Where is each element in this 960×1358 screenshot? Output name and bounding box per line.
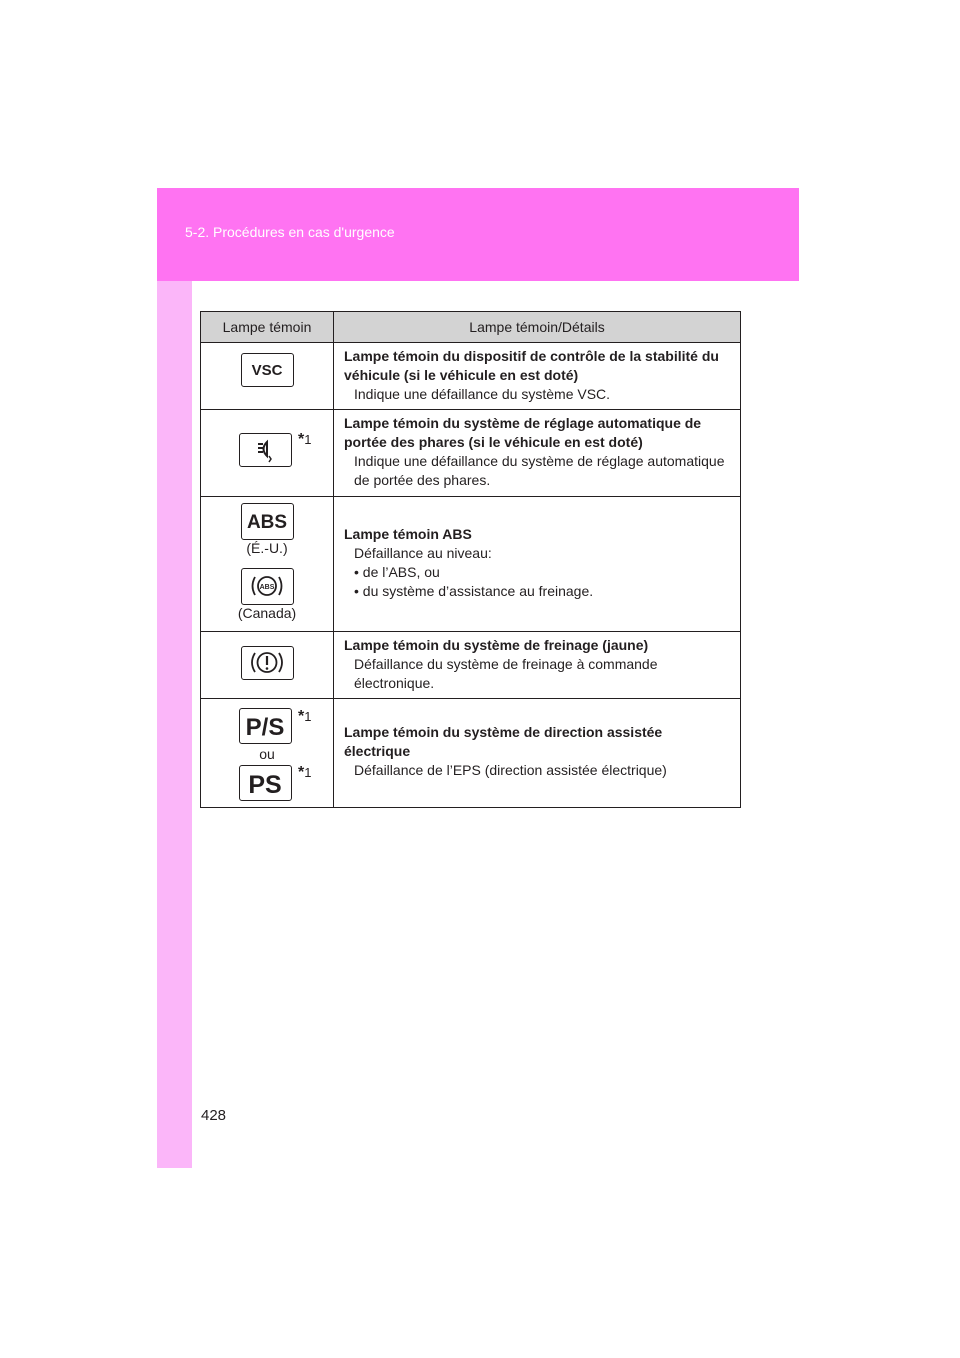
svg-text:ABS: ABS (246, 512, 287, 533)
abs-circle-icon (241, 568, 294, 605)
vsc-warning-icon (241, 353, 294, 387)
details-cell (334, 343, 741, 410)
separator-text: ou (259, 746, 275, 762)
svg-text:ABS: ABS (259, 584, 274, 591)
footnote-marker: *1 (298, 708, 312, 725)
table-row (201, 497, 741, 632)
abs-canada-caption: (Canada) (237, 605, 297, 621)
table-header-row (201, 312, 741, 343)
footnote-marker: *1 (298, 764, 312, 781)
lamp-detail-bullet: • de l’ABS, ou (354, 564, 440, 580)
details-cell (334, 699, 741, 808)
ps-slash-icon (239, 708, 292, 744)
details-cell (334, 410, 741, 497)
lamp-cell (201, 497, 334, 632)
lamp-detail-bullet: • du système d’assistance au freinage. (354, 583, 594, 599)
lamp-title: Lampe témoin du système de direction assistée électrique (344, 724, 663, 759)
headlight-leveling-icon (239, 433, 292, 467)
lamp-title: Lampe témoin du système de réglage automatique de portée des phares (si le véhicule en est doté) (344, 415, 702, 450)
lamp-cell (201, 410, 334, 497)
page-number: 428 (201, 1107, 227, 1124)
ps-icon (239, 765, 292, 801)
side-strip (157, 188, 192, 1168)
lamp-title: Lampe témoin du dispositif de contrôle de la stabilité du véhicule (si le véhicule en est doté) (344, 348, 719, 383)
details-cell (334, 497, 741, 632)
brake-exclamation-icon (241, 646, 294, 680)
table-row (201, 343, 741, 410)
table-row (201, 699, 741, 808)
svg-text:P/S: P/S (245, 714, 285, 741)
abs-us-caption: (É.-U.) (246, 540, 288, 556)
lamp-cell (201, 632, 334, 699)
lamp-detail: Défaillance de l’EPS (direction assistée électrique) (354, 762, 667, 778)
table-row (201, 410, 741, 497)
lamp-detail: Indique une défaillance du système de réglage automatique de portée des phares. (354, 453, 725, 488)
svg-text:PS: PS (248, 771, 282, 799)
section-title: 5-2. Procédures en cas d'urgence (185, 224, 395, 240)
column-header-details: Lampe témoin/Détails (334, 312, 741, 343)
abs-text-icon (241, 503, 294, 540)
table-row (201, 632, 741, 699)
lamp-detail: Défaillance du système de freinage à commande électronique. (354, 656, 658, 691)
column-header-lamp: Lampe témoin (201, 312, 334, 343)
lamp-title: Lampe témoin du système de freinage (jaune) (344, 637, 649, 653)
warning-lamps-table (200, 311, 741, 808)
svg-text:VSC: VSC (251, 362, 282, 379)
lamp-title: Lampe témoin ABS (344, 526, 472, 542)
lamp-detail: Défaillance au niveau: (354, 545, 492, 561)
lamp-detail: Indique une défaillance du système VSC. (354, 386, 611, 402)
lamp-cell (201, 699, 334, 808)
details-cell (334, 632, 741, 699)
footnote-marker: *1 (298, 431, 312, 448)
lamp-cell (201, 343, 334, 410)
